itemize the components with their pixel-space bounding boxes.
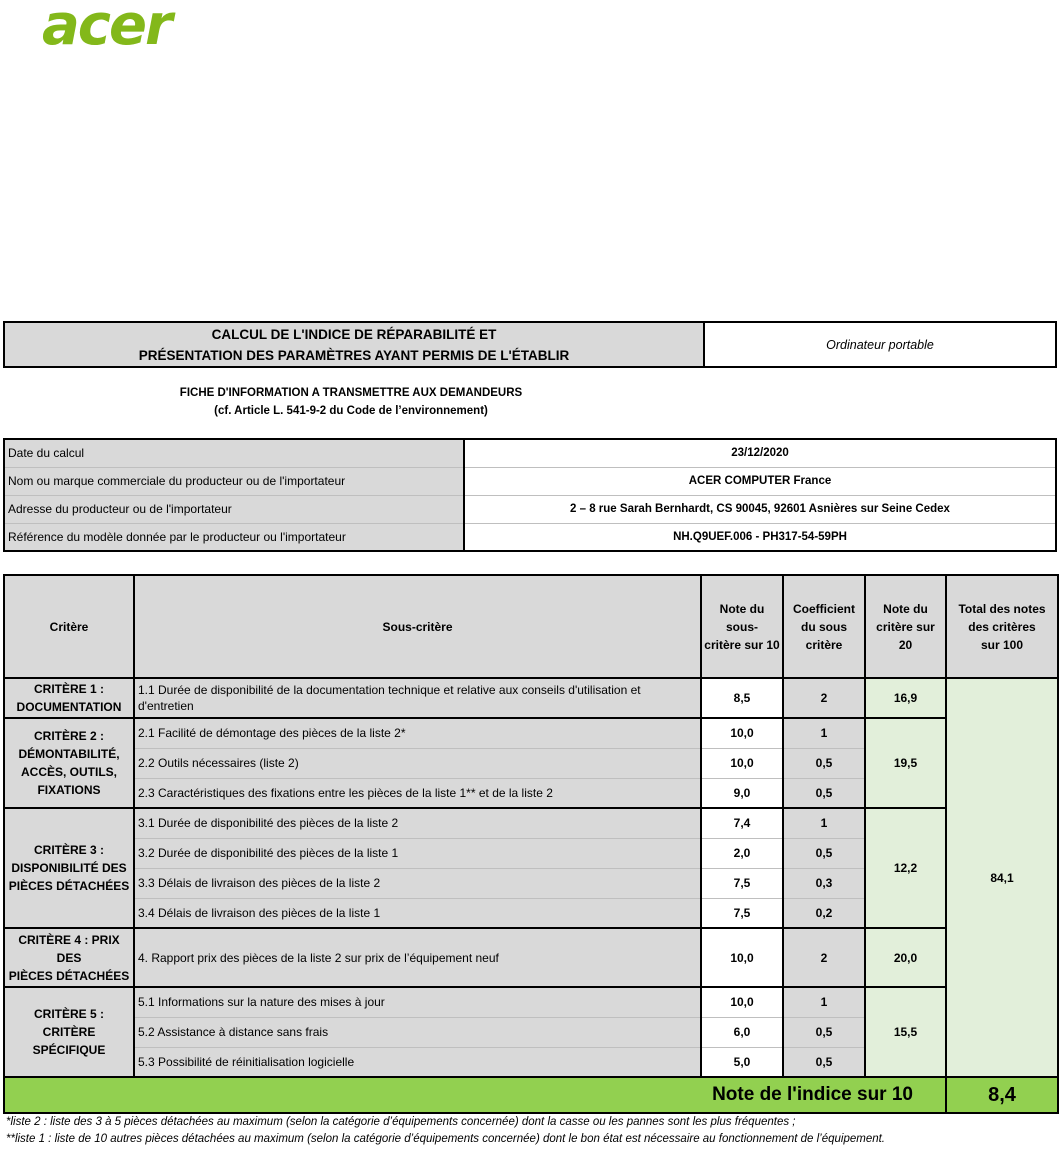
sub-criterion-label: 2.1 Facilité de démontage des pièces de la liste 2* [134, 718, 701, 748]
info-row [4, 495, 1056, 523]
sub-criterion-label: 2.2 Outils nécessaires (liste 2) [134, 748, 701, 778]
sub-criterion-coef: 0,5 [783, 838, 865, 868]
sub-criterion-note: 6,0 [701, 1017, 783, 1047]
criterion-4-score: 20,0 [865, 928, 946, 987]
sub-criterion-coef: 0,5 [783, 1047, 865, 1077]
criterion-1-name [4, 678, 134, 718]
sub-criterion-label: 3.3 Délais de livraison des pièces de la liste 2 [134, 868, 701, 898]
table-row [4, 718, 1058, 748]
sub-criterion-note: 5,0 [701, 1047, 783, 1077]
criterion-name-line: CRITÈRE 3 : [33, 843, 104, 857]
sub-criterion-note: 10,0 [701, 987, 783, 1017]
criterion-name-line: PIÈCES DÉTACHÉES [8, 968, 130, 983]
sub-criterion-label: 4. Rapport prix des pièces de la liste 2 sur prix de l’équipement neuf [134, 928, 701, 987]
sub-criterion-label: 1.1 Durée de disponibilité de la documentation technique et relative aux conseils d'utilisation et d'entretien [134, 678, 701, 718]
info-label: Référence du modèle donnée par le producteur ou l'importateur [4, 523, 464, 551]
sub-criterion-coef: 0,3 [783, 868, 865, 898]
info-label: Date du calcul [4, 439, 464, 467]
sub-criterion-label: 2.3 Caractéristiques des fixations entre les pièces de la liste 1** et de la liste 2 [134, 778, 701, 808]
criterion-name-line: FIXATIONS [37, 783, 101, 797]
svg-text:acer: acer [42, 0, 171, 52]
sub-criterion-note: 10,0 [701, 748, 783, 778]
col-note10-line: critère sur 10 [704, 637, 780, 652]
sub-criterion-coef: 1 [783, 718, 865, 748]
sub-criterion-label: 5.2 Assistance à distance sans frais [134, 1017, 701, 1047]
total-100: 84,1 [946, 678, 1058, 1077]
info-row [4, 467, 1056, 495]
criterion-4-name [4, 928, 134, 987]
criterion-name-line: DISPONIBILITÉ DES [11, 861, 127, 875]
criterion-name-line: DOCUMENTATION [16, 700, 122, 714]
sub-criterion-coef: 2 [783, 928, 865, 987]
criterion-name-line: DÉMONTABILITÉ, [18, 747, 120, 761]
col-note10 [701, 575, 783, 678]
footnotes [6, 1114, 1056, 1148]
col-sous-critere: Sous-critère [134, 575, 701, 678]
criterion-5-score: 15,5 [865, 987, 946, 1077]
final-score-label: Note de l'indice sur 10 [4, 1077, 946, 1113]
sub-criterion-note: 9,0 [701, 778, 783, 808]
sub-criterion-coef: 2 [783, 678, 865, 718]
sub-criterion-label: 3.4 Délais de livraison des pièces de la liste 1 [134, 898, 701, 928]
col-total [946, 575, 1058, 678]
col-critere: Critère [4, 575, 134, 678]
info-value: ACER COMPUTER France [464, 467, 1056, 495]
header-box [3, 321, 1057, 368]
page-title [5, 323, 705, 366]
sub-criterion-coef: 1 [783, 987, 865, 1017]
sub-criterion-label: 3.2 Durée de disponibilité des pièces de la liste 1 [134, 838, 701, 868]
fiche-heading [3, 384, 699, 420]
final-score-value: 8,4 [946, 1077, 1058, 1113]
col-total-line: Total des notes [958, 601, 1046, 616]
sub-criterion-note: 7,5 [701, 868, 783, 898]
col-coef-line: critère [805, 637, 843, 652]
sub-criterion-coef: 1 [783, 808, 865, 838]
title-line-2: PRÉSENTATION DES PARAMÈTRES AYANT PERMIS DE L'ÉTABLIR [138, 347, 570, 363]
criterion-name-line: CRITÈRE 1 : [33, 682, 104, 696]
footnote-liste-2: *liste 2 : liste des 3 à 5 pièces détachées au maximum (selon la catégorie d’équipements concernée) dont la casse ou les pannes sont les plus fréquentes ; [6, 1116, 796, 1128]
criterion-3-score: 12,2 [865, 808, 946, 928]
criterion-2-score: 19,5 [865, 718, 946, 808]
criterion-5-name [4, 987, 134, 1077]
info-label: Nom ou marque commerciale du producteur ou de l'importateur [4, 467, 464, 495]
sub-criterion-coef: 0,5 [783, 778, 865, 808]
criterion-name-line: SPÉCIFIQUE [32, 1043, 106, 1057]
sub-criterion-note: 10,0 [701, 928, 783, 987]
criterion-3-name [4, 808, 134, 928]
header-row [4, 575, 1058, 678]
col-note20 [865, 575, 946, 678]
sub-criterion-note: 2,0 [701, 838, 783, 868]
info-row [4, 439, 1056, 467]
col-note20-line: critère sur 20 [876, 619, 935, 652]
info-value: NH.Q9UEF.006 - PH317-54-59PH [673, 530, 847, 543]
criterion-2-name [4, 718, 134, 808]
sub-criterion-note: 7,4 [701, 808, 783, 838]
criterion-name-line: CRITÈRE 5 : CRITÈRE [33, 1007, 104, 1039]
info-label: Adresse du producteur ou de l'importateur [4, 495, 464, 523]
col-coef-line: Coefficient [792, 601, 855, 616]
fiche-line-1: FICHE D'INFORMATION A TRANSMETTRE AUX DEMANDEURS [179, 387, 523, 399]
sub-criterion-coef: 0,5 [783, 748, 865, 778]
col-coef [783, 575, 865, 678]
sub-criterion-label: 3.1 Durée de disponibilité des pièces de la liste 2 [134, 808, 701, 838]
criterion-name-line: PIÈCES DÉTACHÉES [8, 879, 130, 893]
info-value: 23/12/2020 [464, 439, 1056, 467]
table-row [4, 987, 1058, 1017]
title-line-1: CALCUL DE L'INDICE DE RÉPARABILITÉ ET [211, 326, 497, 342]
col-coef-line: du sous [800, 619, 847, 634]
info-row [4, 523, 1056, 551]
final-score-row [4, 1077, 1058, 1113]
criterion-name-line: ACCÈS, OUTILS, [20, 765, 117, 779]
footnote-liste-1: **liste 1 : liste de 10 autres pièces détachées au maximum (selon la catégorie d’équipements concernée) dont le bon état est nécessaire au fonctionnement de l’équipement. [6, 1133, 885, 1145]
criteria-table [3, 574, 1059, 1114]
col-total-line: des critères [968, 619, 1036, 634]
sub-criterion-coef: 0,5 [783, 1017, 865, 1047]
criterion-1-score: 16,9 [865, 678, 946, 718]
acer-logo [42, 0, 224, 52]
sub-criterion-label: 5.1 Informations sur la nature des mises à jour [134, 987, 701, 1017]
sub-criterion-note: 10,0 [701, 718, 783, 748]
criterion-name-line: CRITÈRE 4 : PRIX DES [18, 932, 120, 965]
table-row [4, 808, 1058, 838]
sub-criterion-note: 8,5 [701, 678, 783, 718]
criterion-name-line: CRITÈRE 2 : [33, 729, 104, 743]
col-note20-line: Note du [883, 601, 928, 616]
device-type: Ordinateur portable [826, 337, 934, 352]
sub-criterion-label: 5.3 Possibilité de réinitialisation logicielle [134, 1047, 701, 1077]
table-row [4, 928, 1058, 987]
sub-criterion-note: 7,5 [701, 898, 783, 928]
info-value: 2 – 8 rue Sarah Bernhardt, CS 90045, 92601 Asnières sur Seine Cedex [464, 495, 1056, 523]
col-note10-line: Note du sous- [719, 601, 765, 634]
info-table [3, 438, 1057, 552]
sub-criterion-coef: 0,2 [783, 898, 865, 928]
table-row [4, 678, 1058, 718]
fiche-line-2: (cf. Article L. 541-9-2 du Code de l’environnement) [214, 405, 488, 417]
col-total-line: sur 100 [980, 637, 1024, 652]
